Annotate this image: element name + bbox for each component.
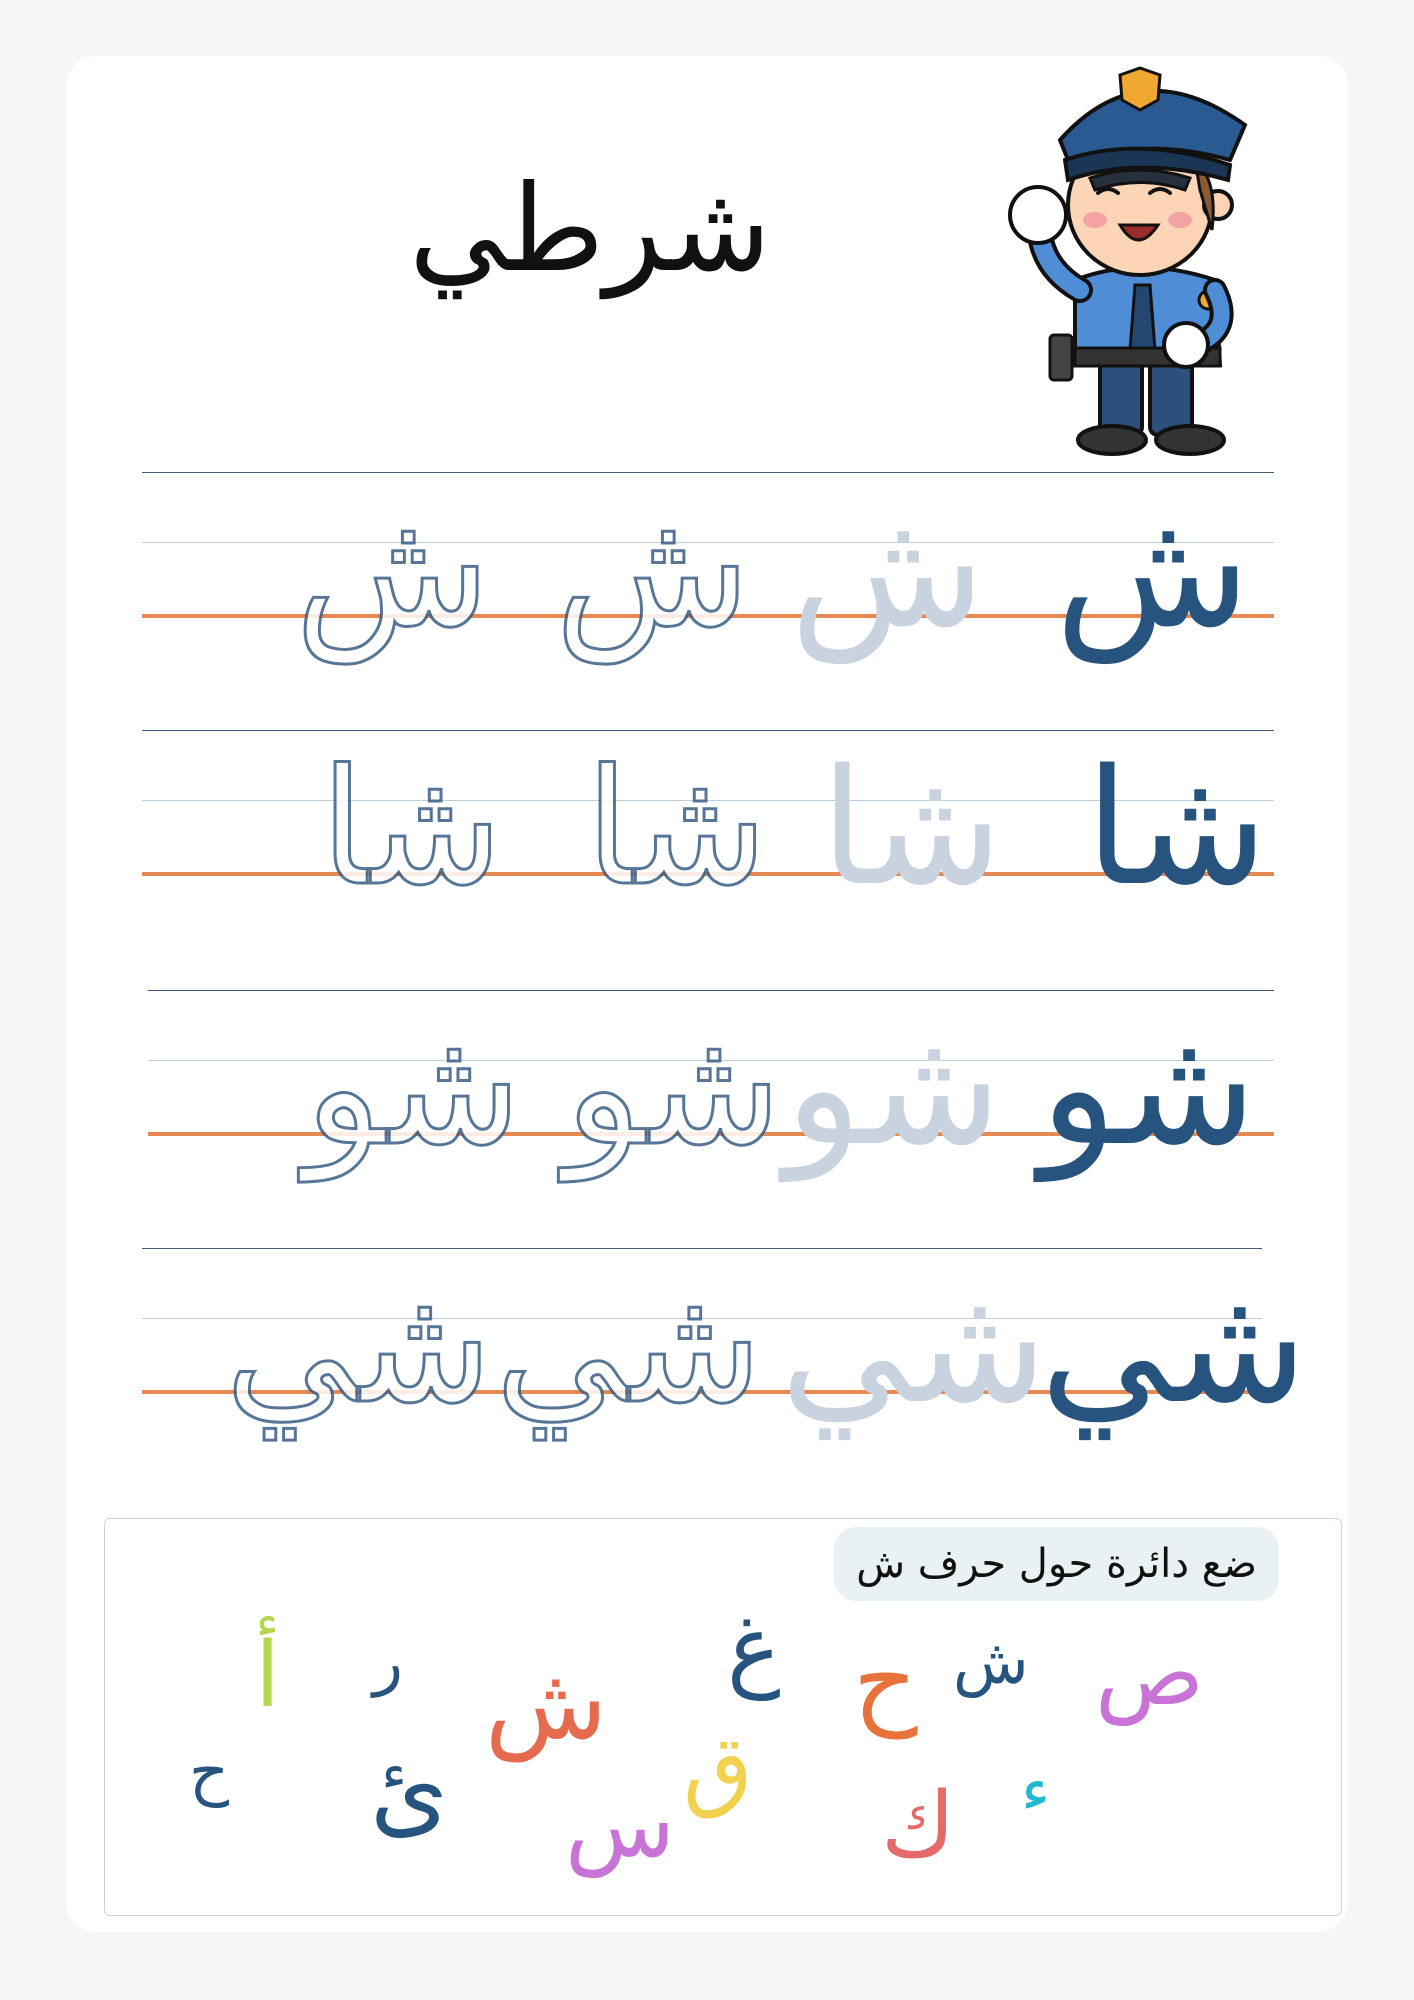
exercise-letter[interactable]: [255, 1623, 281, 1728]
row2-top-line: [142, 730, 1274, 731]
row2-dotted-glyph-2: شا: [320, 734, 503, 921]
exercise-letter[interactable]: [1095, 1621, 1204, 1726]
letter-char: ك: [881, 1773, 956, 1878]
row1-dotted-glyph-2: ش: [295, 476, 491, 663]
letter-char: ء: [1021, 1753, 1051, 1826]
letter-char: ر: [373, 1625, 403, 1698]
row3-faint-glyph: شو: [785, 994, 1002, 1181]
exercise-letter[interactable]: [485, 1645, 608, 1762]
exercise-letter[interactable]: [683, 1716, 753, 1821]
letter-char: ح: [189, 1735, 230, 1808]
row3-model-glyph: شو: [1040, 994, 1257, 1181]
letter-char: ئ: [370, 1732, 449, 1849]
letter-char: ق: [683, 1716, 753, 1821]
letter-search-exercise: [104, 1518, 1342, 1916]
row3-dotted-glyph-1: شو: [565, 994, 782, 1181]
exercise-letter[interactable]: [1021, 1753, 1051, 1826]
exercise-letter[interactable]: [727, 1596, 781, 1701]
row4-faint-glyph: شي: [780, 1252, 1048, 1439]
letter-char: ص: [1095, 1621, 1204, 1726]
exercise-letter[interactable]: [953, 1625, 1029, 1698]
row2-model-glyph: شا: [1085, 734, 1268, 921]
letter-char: ح: [853, 1622, 918, 1739]
row4-dotted-glyph-2: شي: [225, 1252, 493, 1439]
letter-char: أ: [255, 1623, 281, 1728]
row4-dotted-glyph-1: شي: [495, 1252, 763, 1439]
letter-char: ش: [485, 1645, 608, 1762]
row1-top-line: [142, 472, 1274, 473]
row3-top-line: [148, 990, 1274, 991]
row2-dotted-glyph-1: شا: [585, 734, 768, 921]
letter-char: غ: [727, 1596, 781, 1701]
letter-char: ش: [953, 1625, 1029, 1698]
letter-char: س: [565, 1773, 675, 1878]
exercise-instruction: ضع دائرة حول حرف ش: [834, 1527, 1279, 1601]
row1-dotted-glyph-1: ش: [555, 476, 751, 663]
exercise-letter[interactable]: [373, 1625, 403, 1698]
row3-dotted-glyph-2: شو: [305, 994, 522, 1181]
row4-top-line: [142, 1248, 1262, 1249]
row2-faint-glyph: شا: [820, 734, 1003, 921]
exercise-letter[interactable]: [853, 1622, 918, 1739]
row1-faint-glyph: ش: [790, 476, 986, 663]
exercise-letter[interactable]: [565, 1773, 675, 1878]
police-officer-illustration: [990, 30, 1280, 460]
exercise-letter[interactable]: [881, 1773, 956, 1878]
exercise-letter[interactable]: [370, 1732, 449, 1849]
worksheet-title: شرطي: [408, 160, 772, 299]
row1-model-glyph: ش: [1055, 476, 1251, 663]
exercise-letter[interactable]: [189, 1735, 230, 1808]
row4-model-glyph: شي: [1040, 1252, 1308, 1439]
